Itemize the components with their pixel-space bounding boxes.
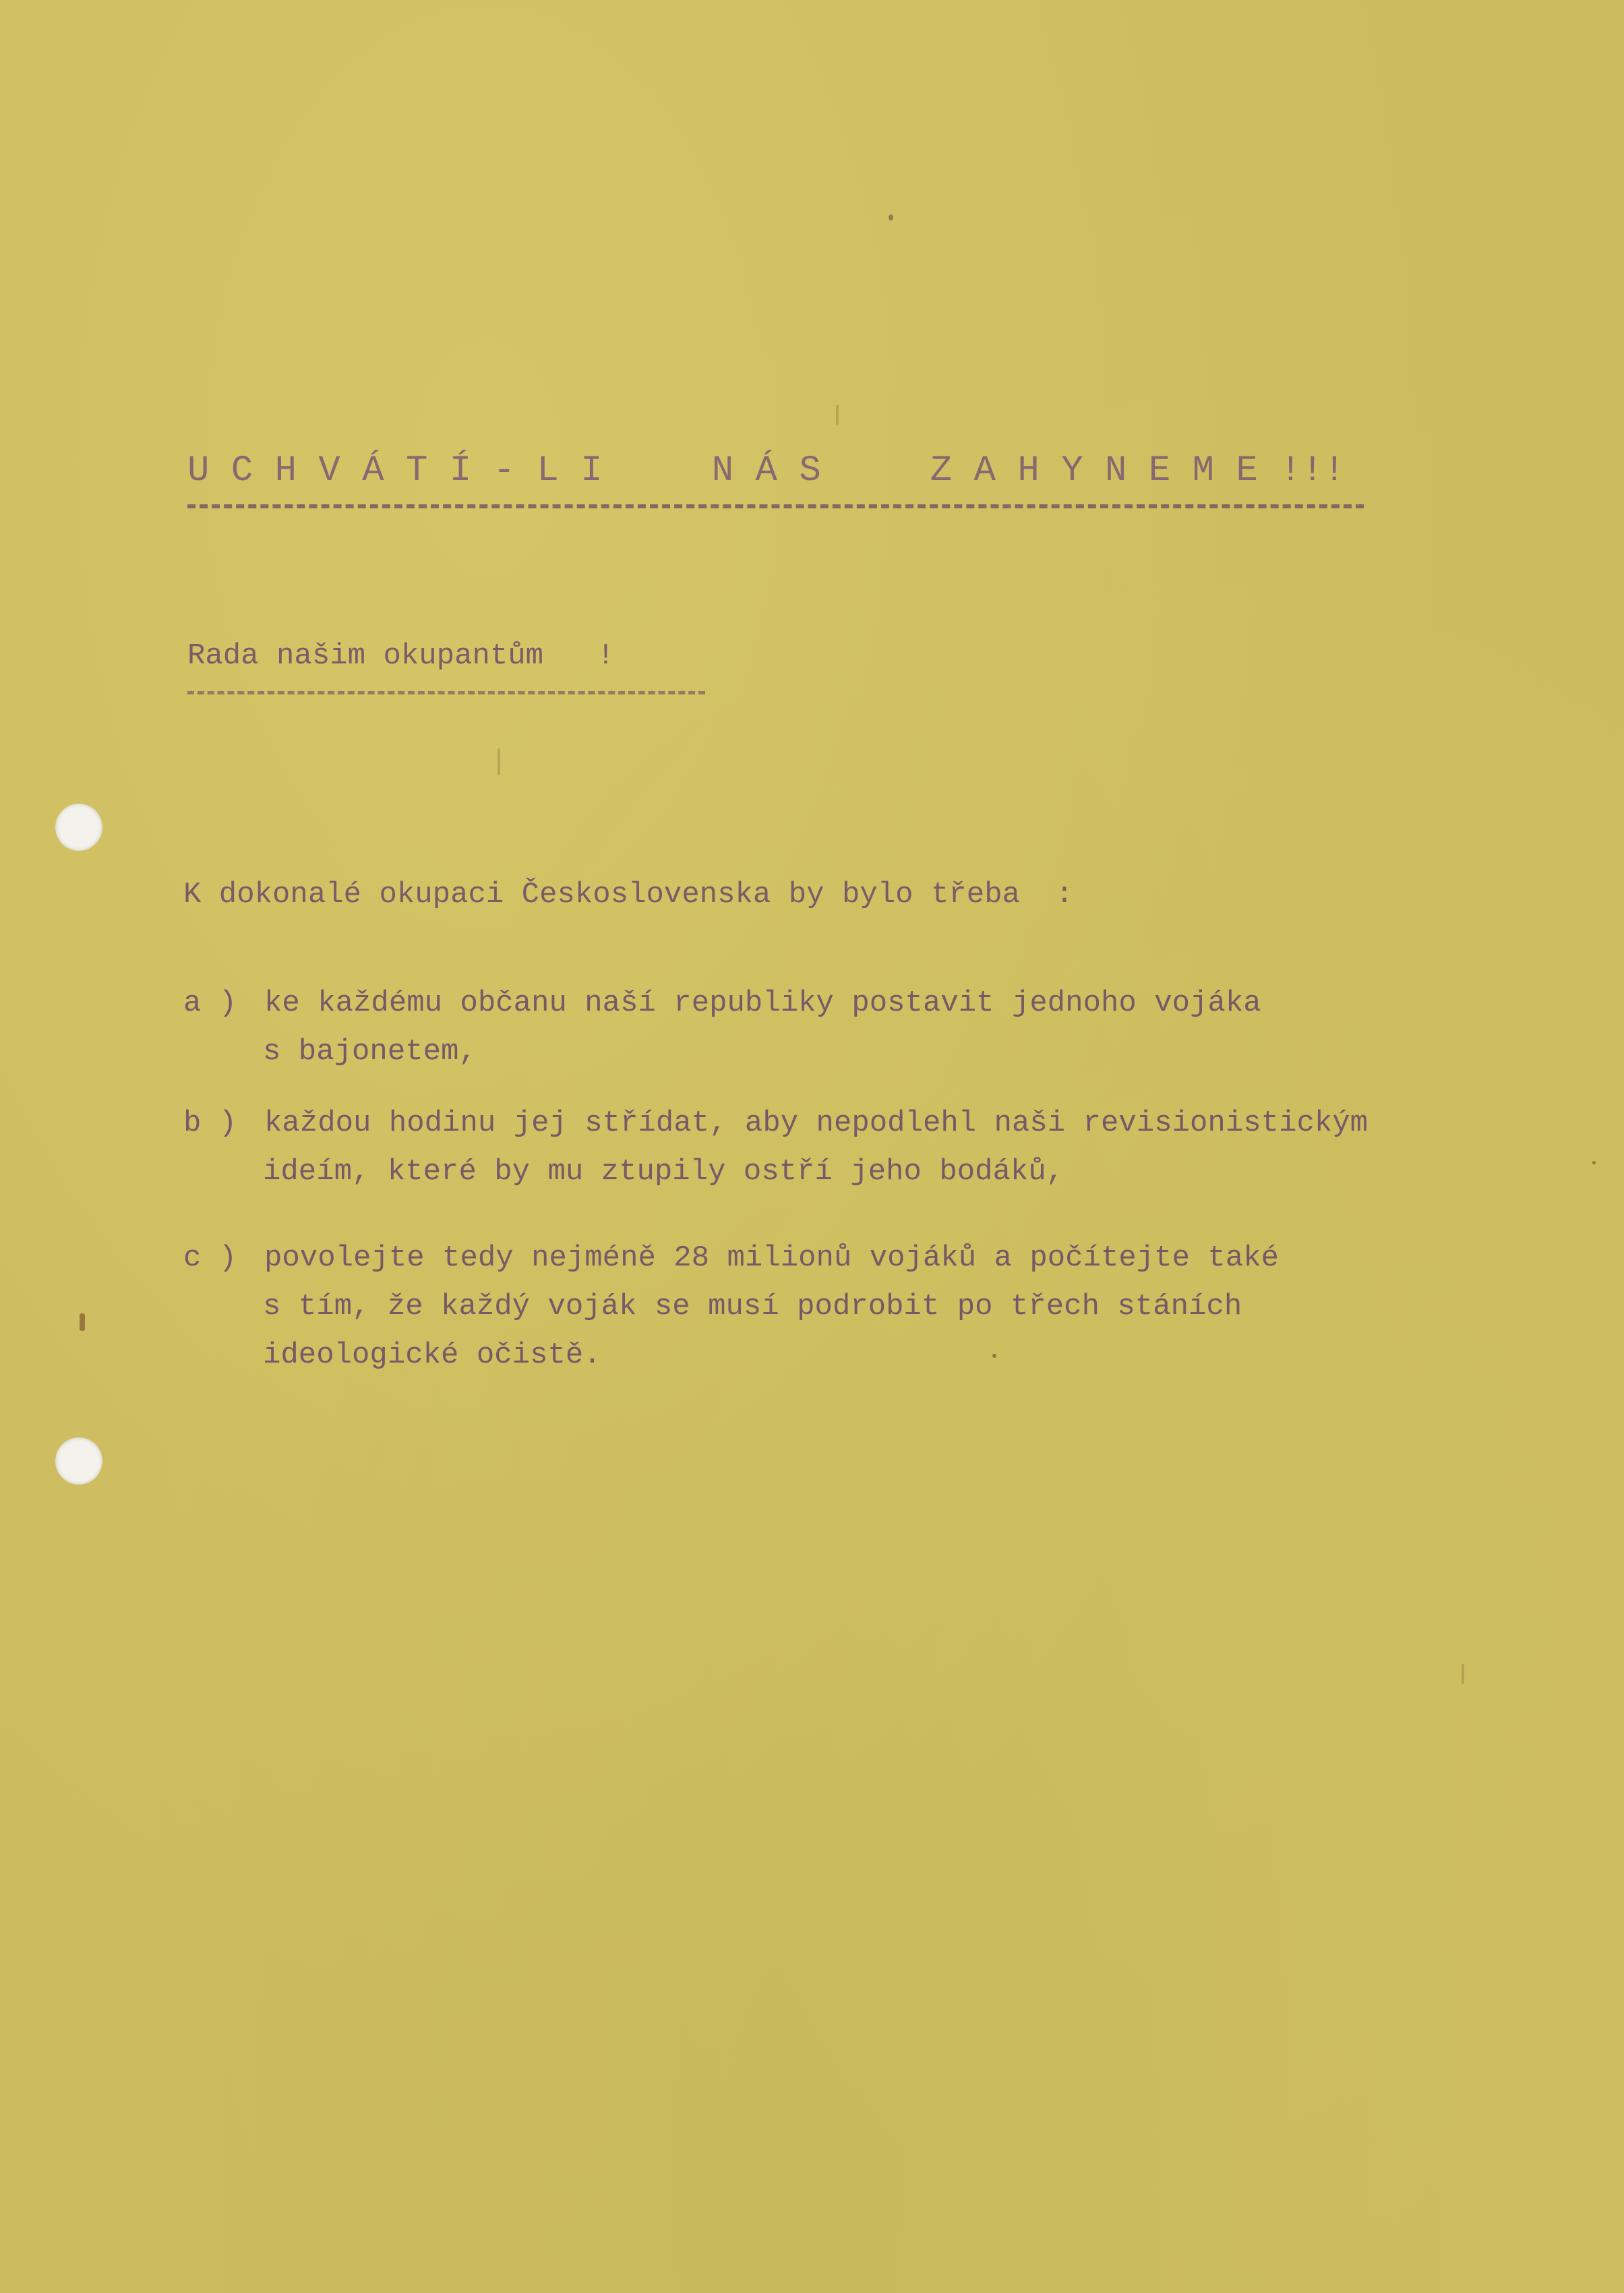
list-marker: b ) <box>183 1106 237 1140</box>
paper-smudge <box>498 748 500 775</box>
subtitle-underline <box>187 691 705 694</box>
punch-hole-upper <box>55 804 102 851</box>
list-item-a <box>183 979 1565 1080</box>
document-title: U C H V Á T Í - L I N Á S Z A H Y N E M E !!! <box>187 450 1346 492</box>
punch-hole-lower <box>55 1437 102 1485</box>
list-item-line: ke každému občanu naší republiky postavit jednoho vojáka <box>264 986 1261 1020</box>
paper-speck <box>992 1354 996 1358</box>
list-item-line: s tím, že každý voják se musí podrobit po třech stáních <box>263 1290 1242 1323</box>
paper-smudge <box>836 405 839 425</box>
paper-speck <box>889 214 893 220</box>
list-item-line: s bajonetem, <box>263 1035 477 1069</box>
paper-speck <box>1592 1161 1596 1164</box>
list-marker: a ) <box>183 986 237 1020</box>
list-item-line: povolejte tedy nejméně 28 milionů vojáků a počítejte také <box>264 1241 1280 1275</box>
list-item-line: ideím, které by mu ztupily ostří jeho bodáků, <box>263 1155 1064 1189</box>
paper-smudge <box>1462 1664 1464 1684</box>
list-item-line: ideologické očistě. <box>263 1338 601 1372</box>
paper-mark <box>80 1313 85 1331</box>
list-item-c <box>183 1234 1565 1383</box>
title-underline <box>187 504 1364 508</box>
list-item-b <box>183 1099 1586 1200</box>
document-subtitle: Rada našim okupantům ! <box>187 639 615 673</box>
list-marker: c ) <box>183 1241 237 1275</box>
intro-paragraph: K dokonalé okupaci Československa by bylo třeba : <box>183 878 1074 912</box>
list-item-line: každou hodinu jej střídat, aby nepodlehl naši revisionistickým <box>264 1106 1369 1140</box>
